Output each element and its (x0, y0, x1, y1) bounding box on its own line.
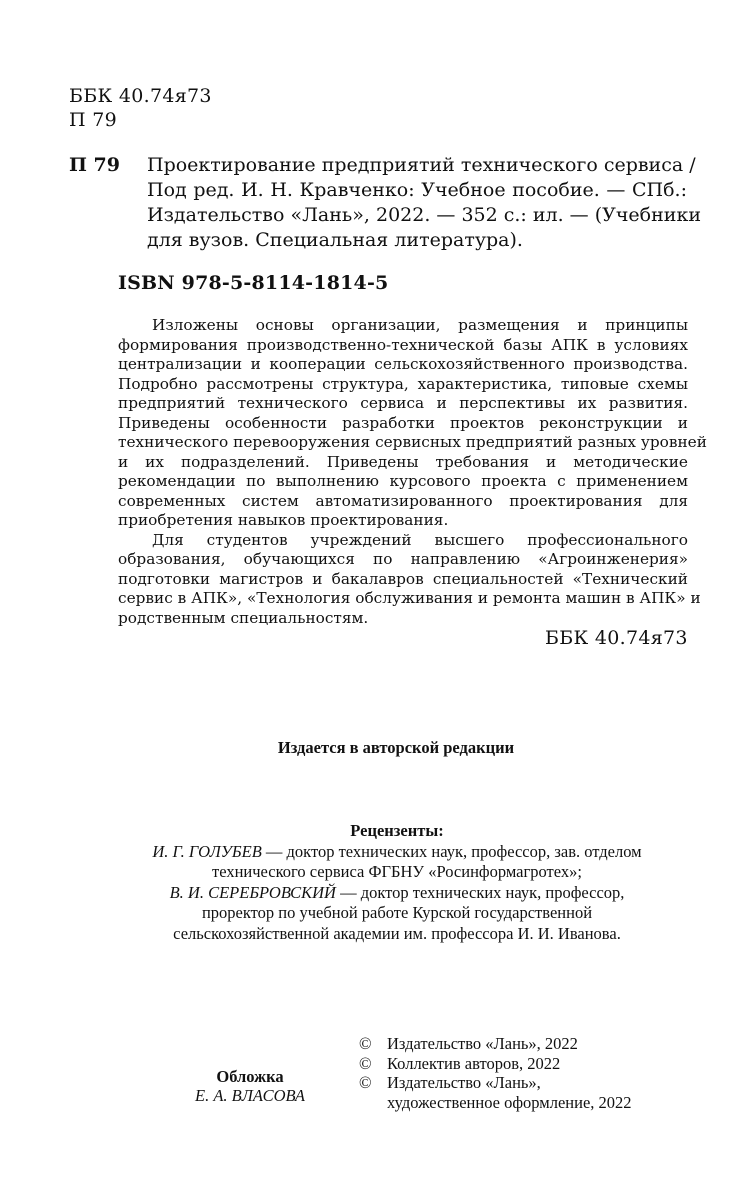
reviewer-2-desc-cont: проректор по учебной работе Курской государственной (201, 903, 593, 922)
reviewers-block (0, 821, 756, 944)
cover-designer: Е. А. ВЛАСОВА (194, 1086, 306, 1105)
isbn: ISBN 978-5-8114-1814-5 (118, 272, 389, 294)
bbk-header (69, 84, 212, 132)
reviewer-2-desc-cont: сельскохозяйственной академии им. профессора И. И. Иванова. (173, 923, 621, 943)
catalog-entry-line: Издательство «Лань», 2022. — 352 с.: ил. — (Учебники (147, 204, 701, 226)
reviewer-2-name: В. И. СЕРЕБРОВСКИЙ (169, 882, 336, 902)
abstract-line: и их подразделений. Приведены требования и методические (118, 452, 688, 471)
abstract-line: современных систем автоматизированного проектирования для (118, 491, 688, 510)
copyright-icon: © (359, 1053, 372, 1073)
reviewers-title: Рецензенты: (350, 821, 444, 840)
author-mark: П 79 (69, 109, 117, 131)
catalog-mark: П 79 (69, 154, 120, 176)
bbk-code: ББК 40.74я73 (69, 85, 212, 107)
abstract-line: рекомендации по выполнению курсового проекта с применением (118, 472, 688, 490)
copyright-icon: © (359, 1073, 372, 1092)
copyright-text: Издательство «Лань», (387, 1073, 541, 1092)
abstract-line: родственным специальностям. (118, 608, 369, 627)
abstract-line: Для студентов учреждений высшего профессионального (152, 530, 688, 549)
catalog-entry-line: Под ред. И. Н. Кравченко: Учебное пособие. — СПб.: (147, 179, 687, 201)
copyright-text: Коллектив авторов, 2022 (387, 1053, 561, 1073)
copyright-line (359, 1034, 632, 1054)
abstract-line: централизации и кооперации сельскохозяйственного производства. (118, 355, 688, 373)
abstract-line: формирования производственно-технической базы АПК в условиях (118, 335, 688, 354)
abstract-line: приобретения навыков проектирования. (118, 511, 449, 529)
abstract-line: подготовки магистров и бакалавров специальностей «Технический (118, 569, 688, 588)
abstract-line: сервис в АПК», «Технология обслуживания и ремонта машин в АПК» и (118, 589, 701, 607)
cover-title: Обложка (216, 1067, 284, 1086)
reviewer-2-desc: — доктор технических наук, профессор, (335, 882, 625, 902)
abstract-line: технического перевооружения сервисных предприятий разных уровней (118, 433, 707, 451)
reviewer-1 (0, 842, 756, 863)
abstract-line: Изложены основы организации, размещения и принципы (152, 316, 688, 334)
copyright-line (359, 1073, 632, 1093)
catalog-entry-line: Проектирование предприятий технического сервиса / (147, 154, 696, 176)
copyright-text: Издательство «Лань», 2022 (387, 1034, 578, 1053)
reviewer-1-desc: — доктор технических наук, профессор, зав. отделом (261, 841, 642, 861)
abstract (118, 316, 707, 628)
cover-credit (160, 1067, 340, 1105)
abstract-line: Приведены особенности разработки проектов реконструкции и (118, 413, 688, 432)
catalog-entry-line: для вузов. Специальная литература). (147, 229, 523, 251)
abstract-line: предприятий технического сервиса и перспективы их развития. (118, 394, 688, 412)
abstract-line: образования, обучающихся по направлению «Агроинженерия» (118, 550, 688, 568)
reviewer-2 (0, 883, 756, 904)
abstract-line: Подробно рассмотрены структура, характеристика, типовые схемы (118, 374, 688, 393)
edition-note: Издается в авторской редакции (277, 738, 515, 757)
bbk-footer-code: ББК 40.74я73 (545, 627, 688, 649)
copyright-icon: © (359, 1034, 372, 1053)
reviewer-1-name: И. Г. ГОЛУБЕВ (152, 841, 262, 861)
catalog-entry (147, 153, 701, 253)
copyright-block (359, 1034, 632, 1112)
copyright-continuation: художественное оформление, 2022 (387, 1092, 632, 1112)
reviewer-1-desc-cont: технического сервиса ФГБНУ «Росинформагротех»; (212, 862, 582, 881)
copyright-line (359, 1054, 632, 1074)
